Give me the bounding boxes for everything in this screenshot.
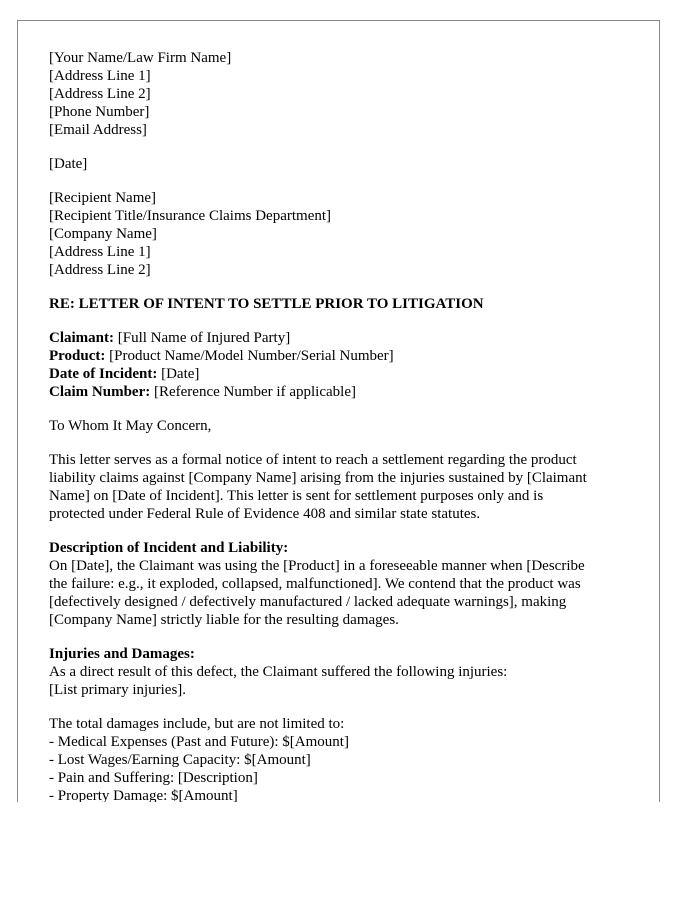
sender-phone: [Phone Number] [49,104,150,120]
recipient-address-1: [Address Line 1] [49,244,151,260]
field-value: [Date] [157,366,200,382]
intro-line: protected under Federal Rule of Evidence 408 and similar state statutes. [49,506,481,522]
sender-email: [Email Address] [49,122,147,138]
field-value: [Full Name of Injured Party] [114,330,291,346]
field-value: [Product Name/Model Number/Serial Number] [105,348,394,364]
intro-line: Name] on [Date of Incident]. This letter is sent for settlement purposes only and is [49,488,544,504]
sender-name: [Your Name/Law Firm Name] [49,50,232,66]
recipient-address-2: [Address Line 2] [49,262,151,278]
field-value: [Reference Number if applicable] [150,384,356,400]
intro-line: liability claims against [Company Name] arising from the injuries sustained by [Claimant [49,470,587,486]
injuries-line: As a direct result of this defect, the Claimant suffered the following injuries: [49,664,508,680]
subject-line: RE: LETTER OF INTENT TO SETTLE PRIOR TO LITIGATION [49,296,484,312]
damages-item: - Property Damage: $[Amount] [49,788,238,802]
recipient-block [49,189,639,279]
intro-line: This letter serves as a formal notice of intent to reach a settlement regarding the product [49,452,577,468]
damages-item: - Lost Wages/Earning Capacity: $[Amount] [49,752,311,768]
damages-intro: The total damages include, but are not limited to: [49,716,345,732]
intro-paragraph [49,451,639,523]
sender-address-1: [Address Line 1] [49,68,151,84]
liability-line: [Company Name] strictly liable for the resulting damages. [49,612,399,628]
damages-item: - Medical Expenses (Past and Future): $[Amount] [49,734,349,750]
letter-body [49,49,639,802]
injuries-line: [List primary injuries]. [49,682,187,698]
sender-address-2: [Address Line 2] [49,86,151,102]
recipient-company: [Company Name] [49,226,157,242]
field-product [49,347,639,365]
field-date-of-incident [49,365,639,383]
damages-item: - Pain and Suffering: [Description] [49,770,258,786]
recipient-name: [Recipient Name] [49,190,157,206]
field-claim-number [49,383,639,401]
liability-line: On [Date], the Claimant was using the [Product] in a foreseeable manner when [Describe [49,558,585,574]
field-label: Claimant: [49,330,114,346]
field-label: Claim Number: [49,384,151,400]
letter-date: [Date] [49,156,88,172]
field-label: Date of Incident: [49,366,158,382]
letter-page [17,20,660,802]
liability-heading: Description of Incident and Liability: [49,540,289,556]
damages-section [49,715,639,802]
claim-fields [49,329,639,401]
liability-line: the failure: e.g., it exploded, collapsed, malfunctioned]. We contend that the product was [49,576,581,592]
sender-block [49,49,639,139]
liability-line: [defectively designed / defectively manufactured / lacked adequate warnings], making [49,594,567,610]
field-label: Product: [49,348,106,364]
recipient-title: [Recipient Title/Insurance Claims Department] [49,208,332,224]
field-claimant [49,329,639,347]
liability-section [49,539,639,629]
injuries-section [49,645,639,699]
salutation: To Whom It May Concern, [49,418,212,434]
injuries-heading: Injuries and Damages: [49,646,195,662]
